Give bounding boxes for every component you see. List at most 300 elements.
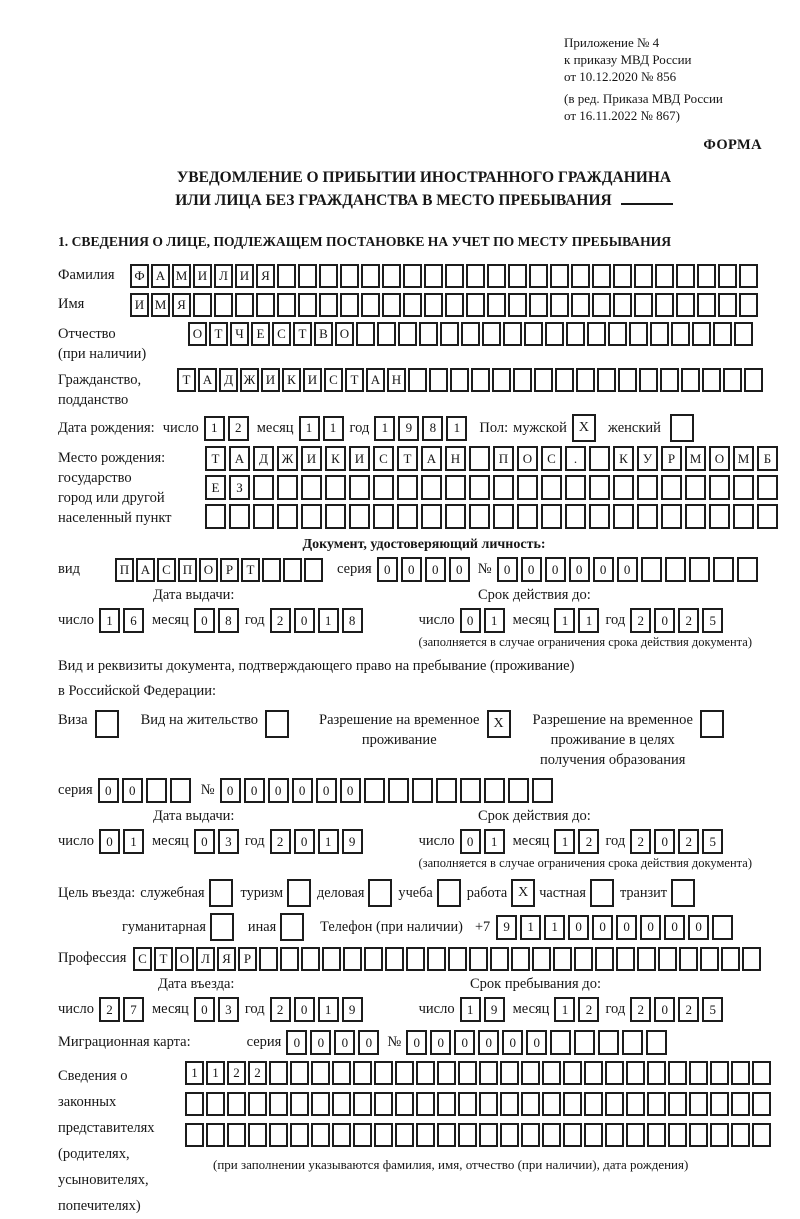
char-box[interactable]: 0	[664, 915, 685, 940]
purpose-humanitarian-checkbox[interactable]	[210, 913, 234, 941]
char-box[interactable]	[618, 368, 637, 392]
char-box[interactable]: С	[272, 322, 291, 346]
char-box[interactable]	[319, 264, 338, 288]
char-box[interactable]	[283, 558, 302, 582]
char-box[interactable]: 0	[592, 915, 613, 940]
char-box[interactable]	[287, 879, 311, 907]
char-box[interactable]	[377, 322, 396, 346]
char-box[interactable]: 0	[460, 829, 481, 854]
surname-boxes[interactable]	[130, 264, 758, 288]
char-box[interactable]	[709, 504, 730, 529]
char-box[interactable]: .	[565, 446, 586, 471]
char-box[interactable]	[757, 504, 778, 529]
char-box[interactable]	[374, 1061, 393, 1085]
char-box[interactable]	[412, 778, 433, 803]
char-box[interactable]	[458, 1123, 477, 1147]
char-box[interactable]: О	[199, 558, 218, 582]
char-box[interactable]: 2	[578, 829, 599, 854]
char-box[interactable]	[325, 504, 346, 529]
char-box[interactable]	[605, 1123, 624, 1147]
purpose-official-checkbox[interactable]	[209, 879, 233, 907]
char-box[interactable]: 1	[374, 416, 395, 441]
char-box[interactable]	[277, 264, 296, 288]
char-box[interactable]: 7	[123, 997, 144, 1022]
char-box[interactable]: И	[193, 264, 212, 288]
char-box[interactable]	[280, 947, 299, 971]
char-box[interactable]	[752, 1061, 771, 1085]
char-box[interactable]	[421, 475, 442, 500]
char-box[interactable]: 0	[286, 1030, 307, 1055]
char-box[interactable]	[718, 264, 737, 288]
char-box[interactable]	[493, 504, 514, 529]
char-box[interactable]	[479, 1061, 498, 1085]
char-box[interactable]	[487, 293, 506, 317]
char-box[interactable]	[492, 368, 511, 392]
char-box[interactable]	[565, 504, 586, 529]
char-box[interactable]	[508, 293, 527, 317]
char-box[interactable]	[340, 264, 359, 288]
char-box[interactable]	[689, 557, 710, 582]
char-box[interactable]	[718, 293, 737, 317]
char-box[interactable]: 8	[342, 608, 363, 633]
identity-doc-kind-boxes[interactable]	[115, 558, 323, 582]
char-box[interactable]: 2	[99, 997, 120, 1022]
char-box[interactable]	[353, 1061, 372, 1085]
char-box[interactable]	[269, 1123, 288, 1147]
char-box[interactable]: М	[685, 446, 706, 471]
char-box[interactable]	[445, 264, 464, 288]
char-box[interactable]: 0	[430, 1030, 451, 1055]
char-box[interactable]	[637, 475, 658, 500]
char-box[interactable]	[403, 293, 422, 317]
char-box[interactable]	[385, 947, 404, 971]
char-box[interactable]	[508, 778, 529, 803]
char-box[interactable]	[388, 778, 409, 803]
char-box[interactable]	[227, 1123, 246, 1147]
char-box[interactable]: О	[175, 947, 194, 971]
char-box[interactable]	[679, 947, 698, 971]
char-box[interactable]	[668, 1092, 687, 1116]
char-box[interactable]: 0	[545, 557, 566, 582]
option-residence-permit[interactable]	[141, 710, 289, 738]
char-box[interactable]: 0	[654, 829, 675, 854]
char-box[interactable]	[280, 913, 304, 941]
char-box[interactable]	[574, 1030, 595, 1055]
char-box[interactable]	[668, 1123, 687, 1147]
char-box[interactable]	[589, 446, 610, 471]
char-box[interactable]	[340, 293, 359, 317]
char-box[interactable]	[709, 475, 730, 500]
char-box[interactable]	[146, 778, 167, 803]
char-box[interactable]	[500, 1061, 519, 1085]
char-box[interactable]: К	[282, 368, 301, 392]
char-box[interactable]: В	[314, 322, 333, 346]
char-box[interactable]	[671, 322, 690, 346]
char-box[interactable]: 0	[593, 557, 614, 582]
char-box[interactable]	[542, 1092, 561, 1116]
char-box[interactable]: П	[493, 446, 514, 471]
char-box[interactable]	[214, 293, 233, 317]
char-box[interactable]	[689, 1092, 708, 1116]
char-box[interactable]	[534, 368, 553, 392]
char-box[interactable]	[521, 1092, 540, 1116]
char-box[interactable]	[685, 504, 706, 529]
char-box[interactable]: 0	[294, 997, 315, 1022]
char-box[interactable]	[469, 446, 490, 471]
char-box[interactable]: У	[637, 446, 658, 471]
char-box[interactable]	[712, 915, 733, 940]
char-box[interactable]	[739, 293, 758, 317]
char-box[interactable]	[626, 1123, 645, 1147]
char-box[interactable]	[269, 1061, 288, 1085]
char-box[interactable]: О	[188, 322, 207, 346]
char-box[interactable]: 5	[702, 608, 723, 633]
char-box[interactable]	[626, 1061, 645, 1085]
char-box[interactable]	[721, 947, 740, 971]
citizenship-boxes[interactable]	[177, 368, 763, 392]
char-box[interactable]	[469, 504, 490, 529]
char-box[interactable]	[259, 947, 278, 971]
char-box[interactable]	[353, 1092, 372, 1116]
char-box[interactable]	[397, 504, 418, 529]
char-box[interactable]: А	[421, 446, 442, 471]
char-box[interactable]	[437, 879, 461, 907]
char-box[interactable]	[658, 947, 677, 971]
char-box[interactable]: 0	[460, 608, 481, 633]
char-box[interactable]	[398, 322, 417, 346]
char-box[interactable]	[450, 368, 469, 392]
char-box[interactable]: Т	[205, 446, 226, 471]
char-box[interactable]: Р	[661, 446, 682, 471]
purpose-tourism-checkbox[interactable]	[287, 879, 311, 907]
char-box[interactable]	[253, 475, 274, 500]
char-box[interactable]	[395, 1092, 414, 1116]
char-box[interactable]: Ж	[240, 368, 259, 392]
char-box[interactable]	[733, 504, 754, 529]
char-box[interactable]	[713, 322, 732, 346]
char-box[interactable]: 0	[497, 557, 518, 582]
birth-day-boxes[interactable]	[204, 416, 249, 441]
char-box[interactable]: 0	[688, 915, 709, 940]
char-box[interactable]: 0	[377, 557, 398, 582]
char-box[interactable]	[641, 557, 662, 582]
char-box[interactable]	[205, 504, 226, 529]
char-box[interactable]: 0	[654, 997, 675, 1022]
char-box[interactable]	[700, 947, 719, 971]
temporary-residence-education-checkbox[interactable]	[700, 710, 724, 738]
char-box[interactable]	[445, 475, 466, 500]
char-box[interactable]	[395, 1061, 414, 1085]
char-box[interactable]	[479, 1092, 498, 1116]
char-box[interactable]	[469, 475, 490, 500]
char-box[interactable]	[613, 293, 632, 317]
char-box[interactable]: 2	[678, 997, 699, 1022]
residence-issue-year-boxes[interactable]	[270, 829, 363, 854]
char-box[interactable]: 2	[678, 608, 699, 633]
char-box[interactable]: 0	[294, 608, 315, 633]
char-box[interactable]	[589, 475, 610, 500]
char-box[interactable]: 2	[630, 829, 651, 854]
char-box[interactable]: 1	[460, 997, 481, 1022]
char-box[interactable]	[597, 368, 616, 392]
char-box[interactable]: Т	[397, 446, 418, 471]
entry-month-boxes[interactable]	[194, 997, 239, 1022]
char-box[interactable]	[574, 947, 593, 971]
char-box[interactable]	[598, 1030, 619, 1055]
identity-doc-series-boxes[interactable]	[377, 557, 470, 582]
char-box[interactable]	[646, 1030, 667, 1055]
char-box[interactable]	[587, 322, 606, 346]
identity-expiry-year-boxes[interactable]	[630, 608, 723, 633]
char-box[interactable]	[744, 368, 763, 392]
purpose-work-checkbox[interactable]	[511, 879, 535, 907]
birth-year-boxes[interactable]	[374, 416, 467, 441]
char-box[interactable]: А	[136, 558, 155, 582]
char-box[interactable]: 0	[425, 557, 446, 582]
char-box[interactable]: С	[541, 446, 562, 471]
char-box[interactable]	[253, 504, 274, 529]
char-box[interactable]: 1	[578, 608, 599, 633]
char-box[interactable]: А	[151, 264, 170, 288]
char-box[interactable]	[493, 475, 514, 500]
char-box[interactable]: 1	[204, 416, 225, 441]
char-box[interactable]	[374, 1092, 393, 1116]
char-box[interactable]	[458, 1092, 477, 1116]
char-box[interactable]	[364, 778, 385, 803]
char-box[interactable]	[419, 322, 438, 346]
char-box[interactable]	[277, 293, 296, 317]
char-box[interactable]	[248, 1092, 267, 1116]
char-box[interactable]	[702, 368, 721, 392]
char-box[interactable]: X	[511, 879, 535, 907]
char-box[interactable]	[676, 293, 695, 317]
char-box[interactable]	[361, 264, 380, 288]
char-box[interactable]: 0	[194, 608, 215, 633]
char-box[interactable]	[332, 1061, 351, 1085]
char-box[interactable]	[437, 1061, 456, 1085]
char-box[interactable]	[397, 475, 418, 500]
char-box[interactable]: 9	[342, 997, 363, 1022]
char-box[interactable]	[545, 322, 564, 346]
char-box[interactable]: 2	[228, 416, 249, 441]
representatives-boxes-row-2[interactable]	[185, 1092, 771, 1116]
sex-male-checkbox[interactable]	[572, 414, 596, 442]
until-month-boxes[interactable]	[554, 997, 599, 1022]
char-box[interactable]	[508, 264, 527, 288]
char-box[interactable]: Е	[205, 475, 226, 500]
char-box[interactable]	[613, 475, 634, 500]
char-box[interactable]: 0	[521, 557, 542, 582]
char-box[interactable]	[739, 264, 758, 288]
char-box[interactable]	[511, 947, 530, 971]
char-box[interactable]	[301, 475, 322, 500]
purpose-business-checkbox[interactable]	[368, 879, 392, 907]
char-box[interactable]: К	[325, 446, 346, 471]
char-box[interactable]: 0	[526, 1030, 547, 1055]
birth-place-boxes-row-3[interactable]	[205, 504, 778, 529]
char-box[interactable]: 5	[702, 997, 723, 1022]
char-box[interactable]: 1	[185, 1061, 204, 1085]
char-box[interactable]: 0	[449, 557, 470, 582]
char-box[interactable]	[277, 475, 298, 500]
char-box[interactable]: 0	[99, 829, 120, 854]
char-box[interactable]: 1	[554, 997, 575, 1022]
char-box[interactable]: 2	[227, 1061, 246, 1085]
char-box[interactable]	[592, 293, 611, 317]
char-box[interactable]	[622, 1030, 643, 1055]
char-box[interactable]: М	[151, 293, 170, 317]
char-box[interactable]	[460, 778, 481, 803]
char-box[interactable]	[681, 368, 700, 392]
char-box[interactable]	[710, 1123, 729, 1147]
char-box[interactable]: 9	[398, 416, 419, 441]
char-box[interactable]: 0	[406, 1030, 427, 1055]
purpose-other-checkbox[interactable]	[280, 913, 304, 941]
char-box[interactable]	[555, 368, 574, 392]
char-box[interactable]	[170, 778, 191, 803]
char-box[interactable]: Я	[217, 947, 236, 971]
char-box[interactable]	[737, 557, 758, 582]
char-box[interactable]	[542, 1061, 561, 1085]
char-box[interactable]	[408, 368, 427, 392]
char-box[interactable]	[210, 913, 234, 941]
char-box[interactable]	[576, 368, 595, 392]
char-box[interactable]	[206, 1123, 225, 1147]
char-box[interactable]	[277, 504, 298, 529]
purpose-private-checkbox[interactable]	[590, 879, 614, 907]
char-box[interactable]	[731, 1123, 750, 1147]
char-box[interactable]	[589, 504, 610, 529]
char-box[interactable]	[661, 504, 682, 529]
char-box[interactable]	[298, 264, 317, 288]
option-temporary-residence[interactable]	[319, 710, 510, 750]
char-box[interactable]	[550, 293, 569, 317]
char-box[interactable]: И	[303, 368, 322, 392]
char-box[interactable]	[311, 1061, 330, 1085]
char-box[interactable]	[343, 947, 362, 971]
migration-card-number-boxes[interactable]	[406, 1030, 667, 1055]
char-box[interactable]	[541, 504, 562, 529]
char-box[interactable]: Ж	[277, 446, 298, 471]
char-box[interactable]	[655, 264, 674, 288]
char-box[interactable]	[524, 322, 543, 346]
char-box[interactable]: Т	[154, 947, 173, 971]
char-box[interactable]: 0	[294, 829, 315, 854]
char-box[interactable]	[487, 264, 506, 288]
char-box[interactable]	[374, 1123, 393, 1147]
char-box[interactable]: 8	[422, 416, 443, 441]
char-box[interactable]	[752, 1123, 771, 1147]
char-box[interactable]	[349, 475, 370, 500]
char-box[interactable]	[466, 293, 485, 317]
char-box[interactable]: Т	[345, 368, 364, 392]
char-box[interactable]	[553, 947, 572, 971]
char-box[interactable]	[590, 879, 614, 907]
char-box[interactable]	[542, 1123, 561, 1147]
char-box[interactable]	[421, 504, 442, 529]
char-box[interactable]	[484, 778, 505, 803]
char-box[interactable]	[710, 1092, 729, 1116]
char-box[interactable]: X	[572, 414, 596, 442]
char-box[interactable]: 0	[654, 608, 675, 633]
char-box[interactable]: 1	[318, 608, 339, 633]
char-box[interactable]	[406, 947, 425, 971]
char-box[interactable]	[332, 1092, 351, 1116]
char-box[interactable]: 9	[342, 829, 363, 854]
char-box[interactable]: 1	[446, 416, 467, 441]
char-box[interactable]: 0	[617, 557, 638, 582]
char-box[interactable]: Я	[256, 264, 275, 288]
char-box[interactable]	[563, 1061, 582, 1085]
char-box[interactable]	[364, 947, 383, 971]
char-box[interactable]: А	[198, 368, 217, 392]
char-box[interactable]	[521, 1061, 540, 1085]
char-box[interactable]: 2	[270, 608, 291, 633]
entry-year-boxes[interactable]	[270, 997, 363, 1022]
char-box[interactable]	[427, 947, 446, 971]
char-box[interactable]	[262, 558, 281, 582]
char-box[interactable]	[382, 293, 401, 317]
char-box[interactable]	[685, 475, 706, 500]
char-box[interactable]	[571, 293, 590, 317]
char-box[interactable]: 3	[218, 829, 239, 854]
char-box[interactable]: О	[335, 322, 354, 346]
char-box[interactable]: С	[133, 947, 152, 971]
char-box[interactable]: Р	[220, 558, 239, 582]
char-box[interactable]: 0	[122, 778, 143, 803]
char-box[interactable]	[521, 1123, 540, 1147]
char-box[interactable]: 1	[323, 416, 344, 441]
char-box[interactable]: 0	[98, 778, 119, 803]
char-box[interactable]	[227, 1092, 246, 1116]
residence-expiry-month-boxes[interactable]	[554, 829, 599, 854]
char-box[interactable]: 0	[334, 1030, 355, 1055]
char-box[interactable]: Т	[241, 558, 260, 582]
char-box[interactable]: Т	[293, 322, 312, 346]
char-box[interactable]	[368, 879, 392, 907]
char-box[interactable]	[639, 368, 658, 392]
char-box[interactable]	[301, 504, 322, 529]
char-box[interactable]	[353, 1123, 372, 1147]
char-box[interactable]	[319, 293, 338, 317]
char-box[interactable]	[445, 504, 466, 529]
residence-doc-series-boxes[interactable]	[98, 778, 191, 803]
char-box[interactable]: 2	[630, 608, 651, 633]
char-box[interactable]	[356, 322, 375, 346]
char-box[interactable]: Л	[196, 947, 215, 971]
char-box[interactable]: 0	[401, 557, 422, 582]
char-box[interactable]	[325, 475, 346, 500]
char-box[interactable]: И	[261, 368, 280, 392]
char-box[interactable]	[503, 322, 522, 346]
char-box[interactable]: 1	[99, 608, 120, 633]
until-year-boxes[interactable]	[630, 997, 723, 1022]
char-box[interactable]: 0	[268, 778, 289, 803]
char-box[interactable]	[634, 264, 653, 288]
char-box[interactable]	[437, 1123, 456, 1147]
char-box[interactable]	[584, 1092, 603, 1116]
char-box[interactable]	[670, 414, 694, 442]
char-box[interactable]	[565, 475, 586, 500]
char-box[interactable]: Р	[238, 947, 257, 971]
char-box[interactable]	[437, 1092, 456, 1116]
char-box[interactable]: 1	[318, 997, 339, 1022]
char-box[interactable]: Б	[757, 446, 778, 471]
char-box[interactable]: З	[229, 475, 250, 500]
char-box[interactable]: Ч	[230, 322, 249, 346]
char-box[interactable]	[490, 947, 509, 971]
char-box[interactable]	[429, 368, 448, 392]
